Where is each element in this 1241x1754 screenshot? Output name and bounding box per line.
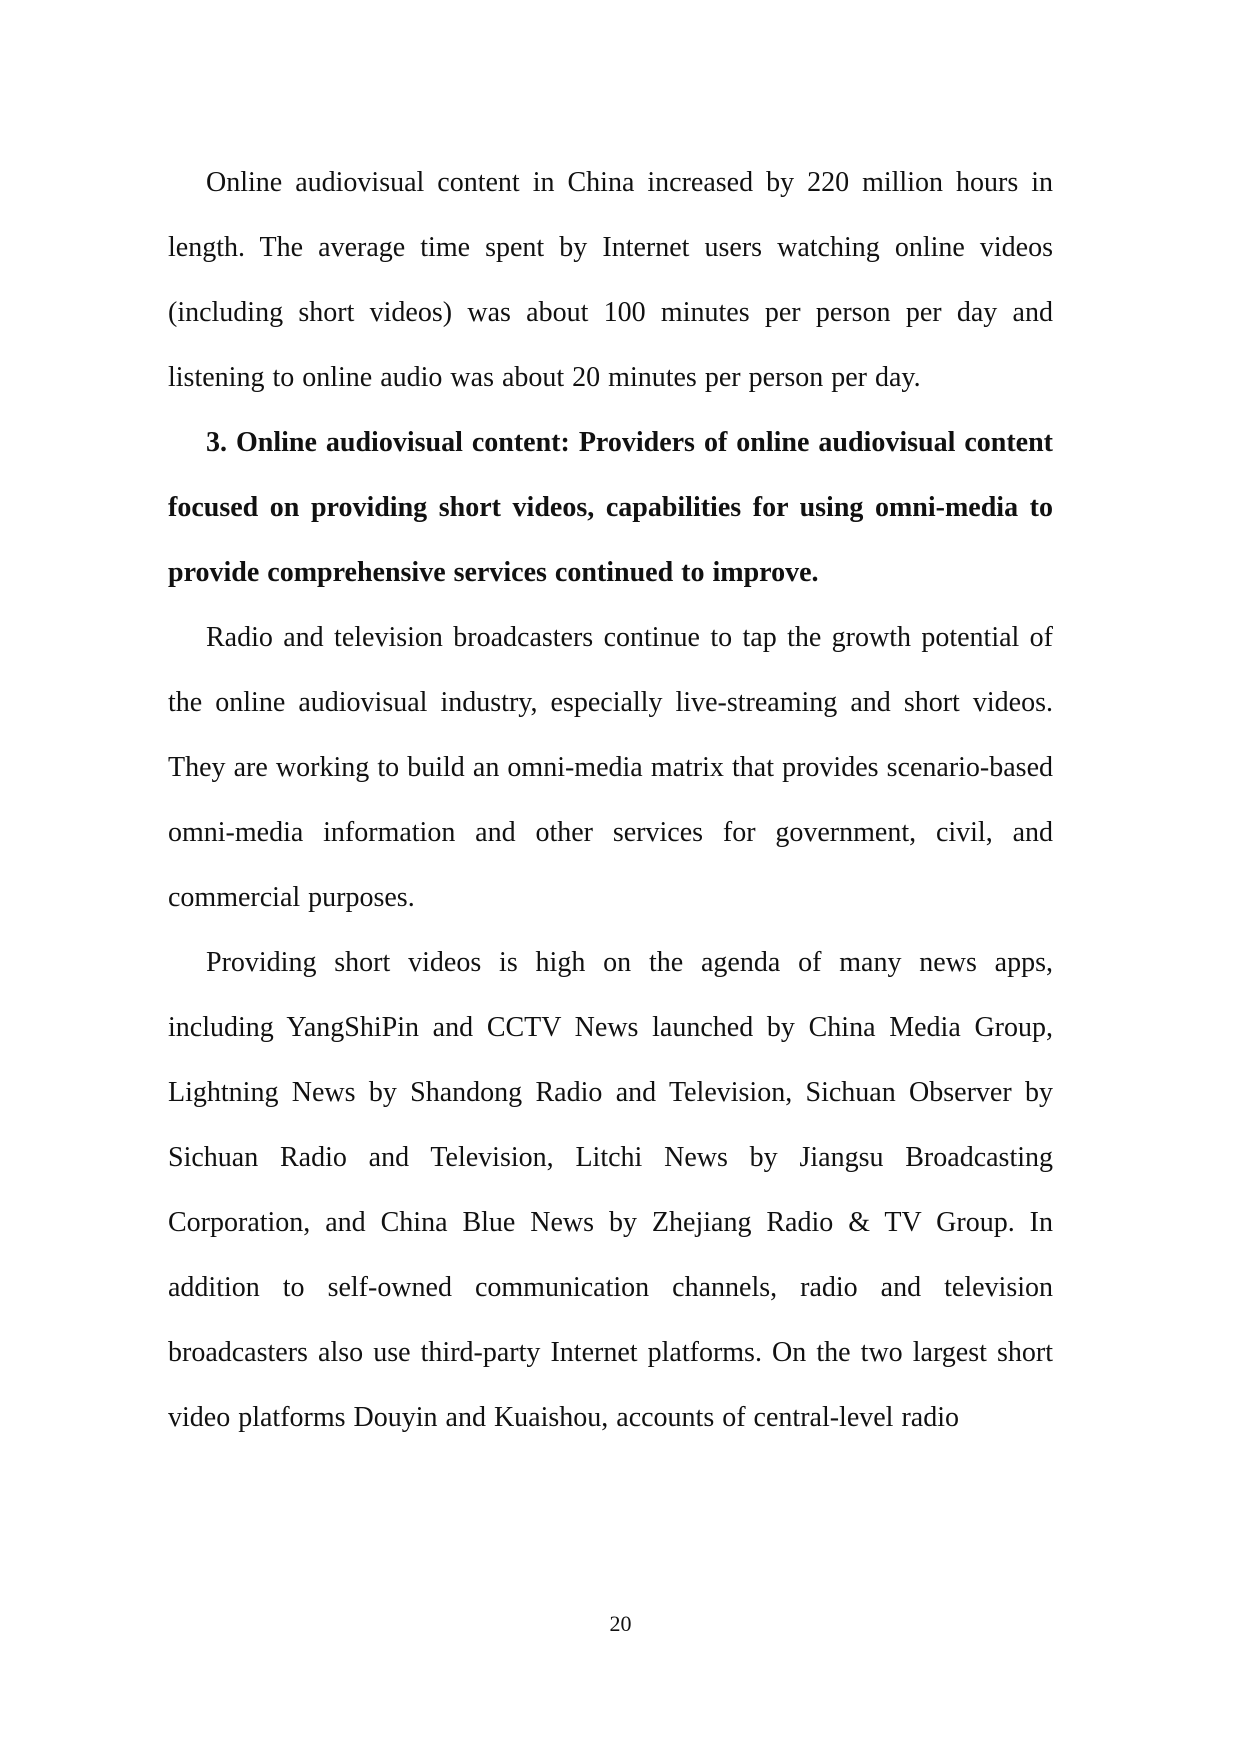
paragraph-online-audiovisual-stats: Online audiovisual content in China increased by 220 million hours in length. The average time spent by Internet users watching online videos (including short videos) was about 100 minutes per person per day and listening to online audio was about 20 minutes per person per day.	[168, 167, 1053, 393]
section-heading-3-online-audiovisual-content: 3. Online audiovisual content: Providers of online audiovisual content focused on providing short videos, capabilities for using omni-media to provide comprehensive services continued to improve.	[168, 427, 1053, 588]
page-body-text	[168, 150, 1053, 1450]
page-number: 20	[609, 1611, 632, 1636]
paragraph-broadcasters-growth-potential: Radio and television broadcasters continue to tap the growth potential of the online audiovisual industry, especially live-streaming and short videos. They are working to build an omni-media matrix that provides scenario-based omni-media information and other services for government, civil, and commercial purposes.	[168, 622, 1053, 913]
paragraph-short-videos-news-apps: Providing short videos is high on the agenda of many news apps, including YangShiPin and CCTV News launched by China Media Group, Lightning News by Shandong Radio and Television, Sichuan Observer by Sichuan Radio and Television, Litchi News by Jiangsu Broadcasting Corporation, and China Blue News by Zhejiang Radio & TV Group. In addition to self-owned communication channels, radio and television broadcasters also use third-party Internet platforms. On the two largest short video platforms Douyin and Kuaishou, accounts of central-level radio	[168, 947, 1053, 1433]
